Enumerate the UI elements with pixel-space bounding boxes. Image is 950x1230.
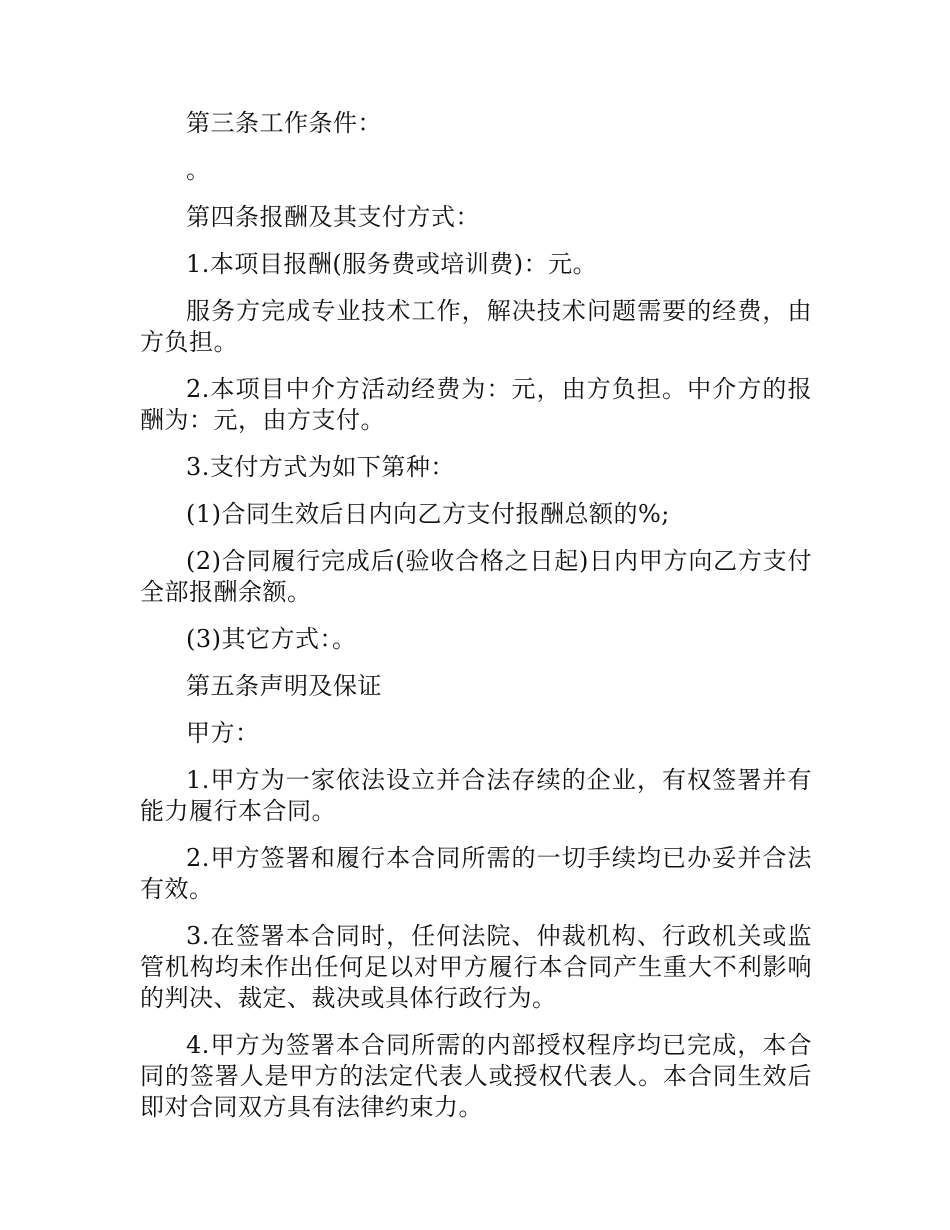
party-a-clause-2: 2.甲方签署和履行本合同所需的一切手续均已办妥并合法有效。 [140,844,812,903]
article-4-item-2: 2.本项目中介方活动经费为：元，由方负担。中介方的报酬为：元，由方支付。 [140,375,812,434]
article-4-item-1: 1.本项目报酬(服务费或培训费)：元。 [186,250,598,278]
party-a-clause-4: 4.甲方为签署本合同所需的内部授权程序均已完成，本合同的签署人是甲方的法定代表人或授权代表人。本合同生效后即对合同双方具有法律约束力。 [140,1031,812,1121]
payment-option-2: (2)合同履行完成后(验收合格之日起)日内甲方向乙方支付全部报酬余额。 [140,547,812,606]
payment-option-1: (1)合同生效后日内向乙方支付报酬总额的%; [186,500,670,528]
article-3-text: 。 [186,156,211,184]
party-a-heading: 甲方： [186,719,260,747]
article-4-service-cost: 服务方完成专业技术工作，解决技术问题需要的经费，由方负担。 [140,297,812,356]
document-body [140,108,812,1139]
article-4-item-3: 3.支付方式为如下第种： [186,453,455,481]
article-4-heading: 第四条报酬及其支付方式： [186,203,480,231]
party-a-clause-1: 1.甲方为一家依法设立并合法存续的企业，有权签署并有能力履行本合同。 [140,766,812,825]
article-5-heading: 第五条声明及保证 [186,672,382,700]
payment-option-3: (3)其它方式：。 [186,625,357,653]
article-3-heading: 第三条工作条件： [186,109,382,137]
party-a-clause-3: 3.在签署本合同时，任何法院、仲裁机构、行政机关或监管机构均未作出任何足以对甲方履行本合同产生重大不利影响的判决、裁定、裁决或具体行政行为。 [140,922,812,1012]
